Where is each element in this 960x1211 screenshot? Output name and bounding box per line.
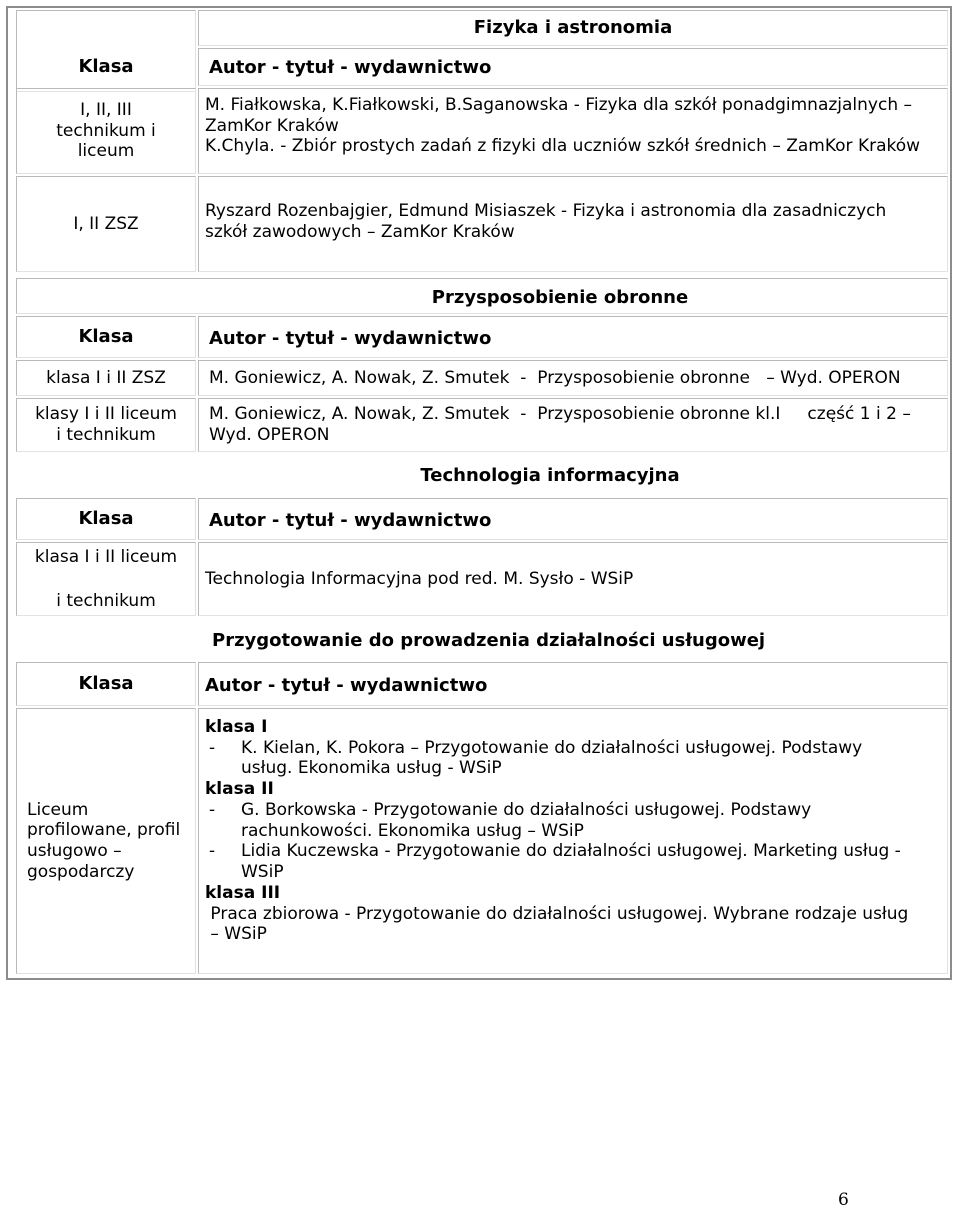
list-item: - Lidia Kuczewska - Przygotowanie do działalności usługowej. Marketing usług - WSiP	[209, 841, 901, 883]
group-heading: klasa III	[205, 882, 281, 903]
table-row-class: klasy I i II liceum i technikum	[16, 398, 196, 452]
col-class-header: Klasa	[16, 316, 196, 358]
col-author-header: Autor - tytuł - wydawnictwo	[198, 498, 948, 540]
col-class-header: Klasa	[16, 498, 196, 540]
col-author-header: Autor - tytuł - wydawnictwo	[198, 662, 948, 706]
table-row-class: I, II ZSZ	[16, 176, 196, 272]
list-item: - G. Borkowska - Przygotowanie do działalności usługowej. Podstawy rachunkowości. Ekonomika usług – WSiP	[209, 799, 812, 841]
list-item: Praca zbiorowa - Przygotowanie do działalności usługowej. Wybrane rodzaje usług – WSiP	[205, 903, 909, 945]
section-title-text: Fizyka i astronomia	[473, 17, 673, 38]
table-row-class: klasa I i II liceum i technikum	[16, 542, 196, 616]
page-number: 6	[838, 1190, 849, 1210]
table-row-author: Ryszard Rozenbajgier, Edmund Misiaszek - Fizyka i astronomia dla zasadniczych szkół zawodowych – ZamKor Kraków	[198, 176, 948, 272]
group-heading: klasa I	[205, 717, 268, 737]
table-row-class: I, II, III technikum i liceum	[16, 88, 196, 174]
col-class-header: Klasa	[78, 56, 134, 78]
table-row-author: M. Goniewicz, A. Nowak, Z. Smutek - Przysposobienie obronne – Wyd. OPERON	[198, 360, 948, 396]
table-row-author: M. Fiałkowska, K.Fiałkowski, B.Saganowska - Fizyka dla szkół ponadgimnazjalnych – ZamKor Kraków K.Chyla. - Zbiór prostych zadań z fizyki dla uczniów szkół średnich – ZamKor Kraków	[198, 88, 948, 174]
section-title-it: Technologia informacyjna	[420, 465, 680, 486]
group-heading: klasa II	[205, 779, 274, 800]
col-author-header: Autor - tytuł - wydawnictwo	[198, 316, 948, 358]
list-item: - K. Kielan, K. Pokora – Przygotowanie do działalności usługowej. Podstawy usług. Ekonomika usług - WSiP	[209, 737, 863, 779]
section-title-uslugi: Przygotowanie do prowadzenia działalności usługowej	[212, 630, 766, 651]
table-row-author: Technologia Informacyjna pod red. M. Sysło - WSiP	[198, 542, 948, 616]
table-row-class: Liceum profilowane, profil usługowo – gospodarczy	[16, 708, 196, 974]
section-title-fizyka	[198, 10, 948, 46]
col-class-header: Klasa	[16, 662, 196, 706]
table-row-author	[198, 708, 948, 974]
table-row-author: M. Goniewicz, A. Nowak, Z. Smutek - Przysposobienie obronne kl.I część 1 i 2 – Wyd. OPERON	[198, 398, 948, 452]
col-author-header: Autor - tytuł - wydawnictwo	[198, 48, 948, 86]
section-title-obronne: Przysposobienie obronne	[16, 278, 948, 314]
table-row-class: klasa I i II ZSZ	[16, 360, 196, 396]
document-table	[6, 6, 952, 980]
